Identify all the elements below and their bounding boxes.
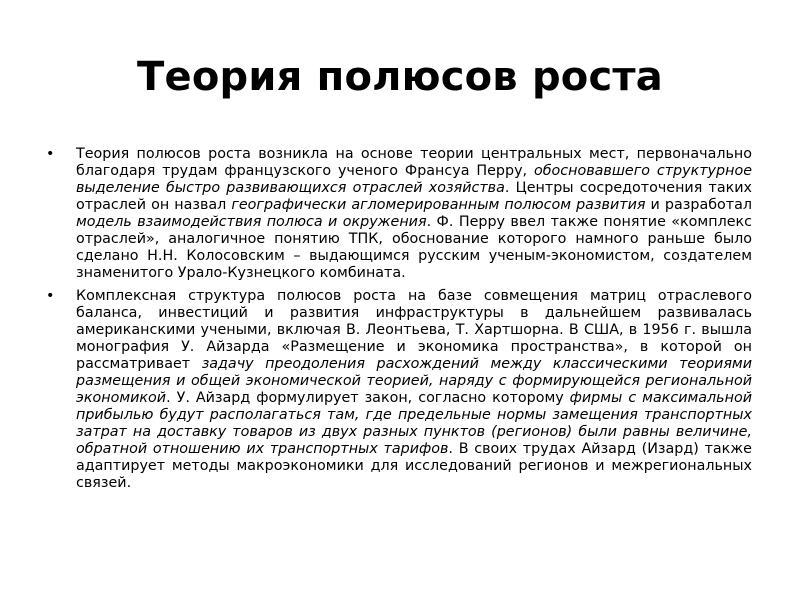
text-run: Теория полюсов роста возникла на основе теории центральных мест, первоначально благодаря трудам французского ученого Франсуа Перру,: [76, 146, 752, 179]
text-run: . У. Айзард формулирует закон, согласно которому: [166, 390, 570, 406]
text-run: . В своих трудах Айзард (Изард) также адаптирует методы макроэкономики для исследований регионов и межрегиональных связей.: [76, 441, 752, 491]
emphasized-text-run: фирмы с максимальной прибылью будут располагаться там, где предельные нормы замещения транспортных затрат на доставку товаров из двух разных пунктов (регионов) были равны величине, обратной отношению их транспортных тарифов: [76, 390, 752, 457]
bullet-paragraph-2: [46, 288, 752, 492]
bullet-paragraph-1: [46, 146, 752, 282]
text-run: . Ф. Перру ввел также понятие «комплекс отраслей», аналогичное понятию ТПК, обоснование которого намного раньше было сделано Н.Н. Колосовским – выдающимся русским ученым-экономистом, создателем знаменитого Урало-Кузнецкого комбината.: [76, 214, 752, 281]
paragraph-text: [76, 146, 752, 281]
paragraph-text: [76, 288, 752, 491]
emphasized-text-run: модель взаимодействия полюса и окружения: [76, 214, 427, 230]
bullet-marker: •: [46, 288, 55, 304]
emphasized-text-run: задачу преодоления расхождений между классическими теориями размещения и общей экономической теорией, наряду с формирующейся региональной экономикой: [76, 356, 753, 406]
text-run: Комплексная структура полюсов роста на базе совмещения матриц отраслевого баланса, инвестиций и развития инфраструктуры в дальнейшем развивалась американскими учеными, включая В. Леонтьева, Т. Хартшорна. В США, в 1956 г. вышла монография У. Айзарда «Размещение и экономика пространства», в которой он рассматривает: [76, 288, 752, 372]
text-run: и разработал: [645, 197, 752, 213]
bullet-list: [46, 146, 752, 498]
slide-title: Теория полюсов роста: [137, 54, 663, 100]
bullet-marker: •: [46, 146, 55, 162]
text-run: . Центры сосредоточения таких отраслей он назвал: [76, 180, 752, 213]
emphasized-text-run: географически агломерированным полюсом развития: [231, 197, 646, 213]
emphasized-text-run: обосновавшего структурное выделение быстро развивающихся отраслей хозяйства: [76, 163, 752, 196]
